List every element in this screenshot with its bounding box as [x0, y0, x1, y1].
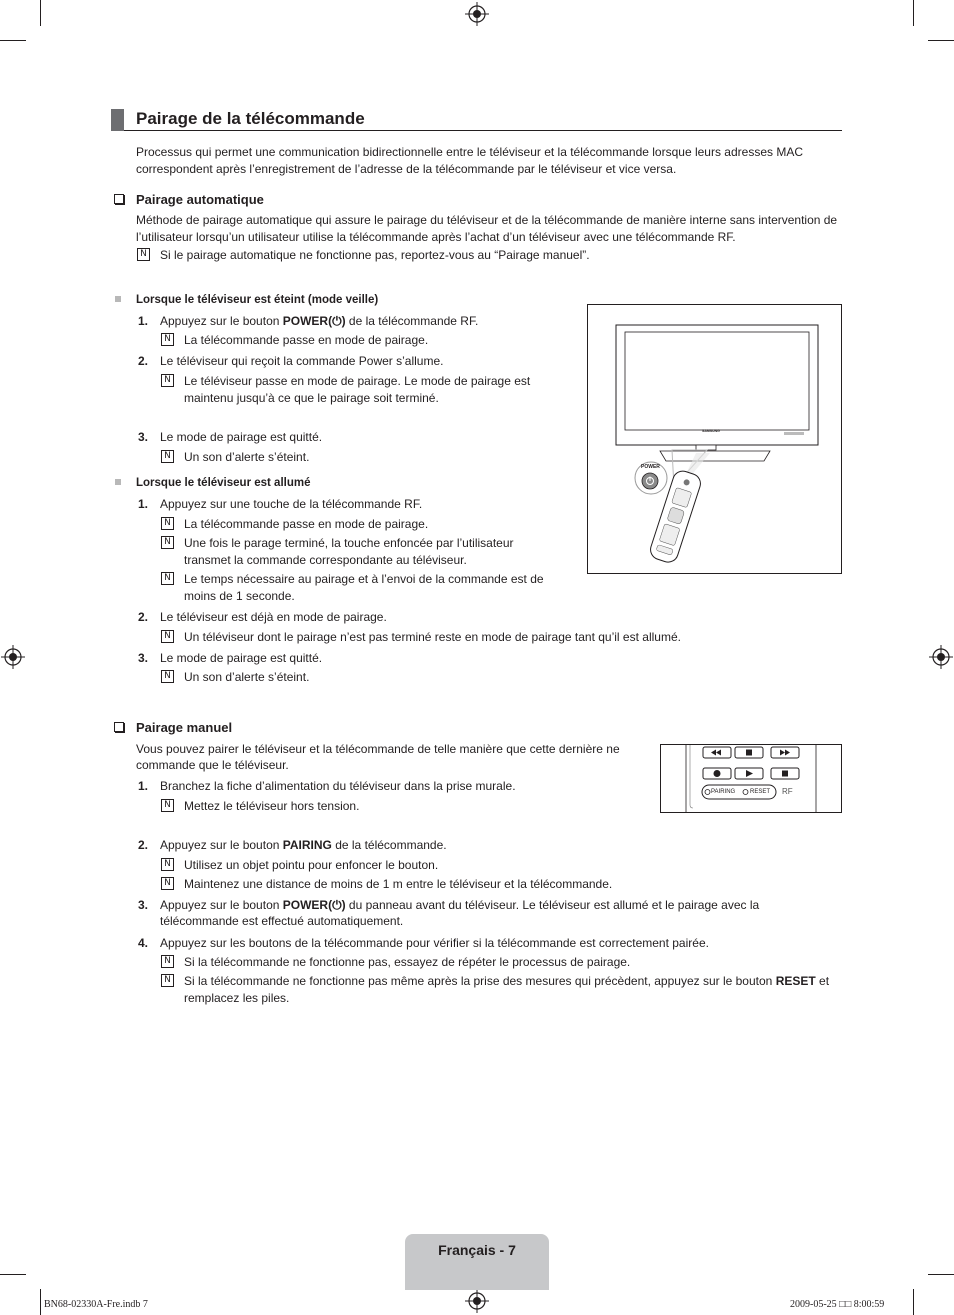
off-step-2: Le téléviseur qui reçoit la commande Power s’allume.	[160, 354, 444, 368]
off-step-2-note-line1: Le téléviseur passe en mode de pairage. Le mode de pairage est	[184, 374, 531, 388]
registration-mark-icon	[929, 645, 953, 669]
step-number: 1.	[138, 497, 149, 511]
subheading-off: Lorsque le téléviseur est éteint (mode veille)	[136, 294, 379, 306]
note-icon: N	[161, 858, 174, 871]
manual-desc-line2: commande que le téléviseur.	[136, 758, 289, 772]
note-icon: N	[161, 799, 174, 812]
crop-mark	[928, 40, 954, 41]
square-bullet-icon	[115, 296, 121, 302]
auto-description: Méthode de pairage automatique qui assure le pairage du téléviseur et de la télécommande de manière interne sans intervention de l’utilisateur lorsqu’un utilisateur utilise la télécommande après l’achat d’un téléviseur avec une télécommande RF.	[136, 213, 838, 244]
step-number: 1.	[138, 779, 149, 793]
page-number-label: Français - 7	[438, 1242, 516, 1258]
off-step-2-note-line2: maintenu jusqu’à ce que le pairage soit terminé.	[184, 391, 439, 405]
step-number: 2.	[138, 354, 149, 368]
rf-label: RF	[782, 787, 793, 796]
section-heading-manual: Pairage manuel	[136, 720, 233, 735]
imprint-file: BN68-02330A-Fre.indb 7	[44, 1299, 148, 1310]
manual-desc-line1: Vous pouvez pairer le téléviseur et la télécommande de telle manière que cette dernière ne	[136, 742, 620, 756]
manual-step-1-note: Mettez le téléviseur hors tension.	[184, 799, 360, 813]
crop-mark	[40, 1289, 41, 1315]
note-icon: N	[161, 974, 174, 987]
manual-step-4: Appuyez sur les boutons de la télécommande pour vérifier si la télécommande est correctement pairée.	[160, 936, 709, 950]
off-step-1-note: La télécommande passe en mode de pairage.	[184, 333, 429, 347]
note-icon: N	[161, 572, 174, 585]
manual-step-2: Appuyez sur le bouton PAIRING de la télécommande.	[160, 838, 447, 852]
tv-brand-label: SAMSUNG	[702, 429, 720, 433]
power-label: POWER	[641, 464, 660, 470]
note-icon: N	[161, 333, 174, 346]
on-step-1-note-3-line2: moins de 1 seconde.	[184, 589, 295, 603]
on-step-3-note: Un son d’alerte s’éteint.	[184, 670, 310, 684]
subheading-on: Lorsque le téléviseur est allumé	[136, 477, 311, 489]
checkbox-bullet-icon	[114, 194, 124, 204]
registration-mark-icon	[465, 1289, 489, 1313]
step-number: 2.	[138, 610, 149, 624]
registration-mark-icon	[1, 645, 25, 669]
manual-step-4-note-2-line2: remplacez les piles.	[184, 991, 290, 1005]
crop-mark	[0, 40, 26, 41]
step-number: 3.	[138, 430, 149, 444]
note-icon: N	[161, 955, 174, 968]
crop-mark	[928, 1274, 954, 1275]
section-heading-auto: Pairage automatique	[136, 192, 264, 207]
page-title: Pairage de la télécommande	[136, 109, 365, 128]
note-icon: N	[161, 670, 174, 683]
crop-mark	[0, 1274, 26, 1275]
manual-step-3-line2: télécommande est effectué automatiquement.	[160, 914, 404, 928]
note-icon: N	[161, 877, 174, 890]
crop-mark	[913, 1289, 914, 1315]
title-marker	[111, 109, 124, 131]
checkbox-bullet-icon	[114, 722, 124, 732]
auto-note: Si le pairage automatique ne fonctionne pas, reportez-vous au “Pairage manuel”.	[160, 248, 590, 262]
step-number: 3.	[138, 651, 149, 665]
on-step-1-note-2-line1: Une fois le parage terminé, la touche enfoncée par l’utilisateur	[184, 536, 514, 550]
title-rule	[124, 130, 842, 131]
manual-step-3-line1: Appuyez sur le bouton POWER(⏻) du panneau avant du téléviseur. Le téléviseur est allumé et le pairage avec la	[160, 898, 760, 912]
imprint-date: 2009-05-25 □□ 8:00:59	[790, 1299, 885, 1310]
step-number: 3.	[138, 898, 149, 912]
reset-button-label: RESET	[750, 789, 771, 795]
registration-mark-icon	[465, 2, 489, 26]
on-step-2-note: Un téléviseur dont le pairage n’est pas terminé reste en mode de pairage tant qu’il est allumé.	[184, 630, 681, 644]
on-step-1-note-2-line2: transmet la commande correspondante au téléviseur.	[184, 553, 467, 567]
manual-step-4-note-2-line1: Si la télécommande ne fonctionne pas même après la prise des mesures qui précèdent, appuyez sur le bouton RESET et	[184, 974, 830, 988]
pairing-button-label: PAIRING	[711, 789, 736, 795]
manual-step-2-note-2: Maintenez une distance de moins de 1 m entre le téléviseur et la télécommande.	[184, 877, 613, 891]
remote-buttons-illustration	[660, 744, 842, 813]
on-step-2: Le téléviseur est déjà en mode de pairage.	[160, 610, 387, 624]
off-step-3: Le mode de pairage est quitté.	[160, 430, 323, 444]
note-icon: N	[161, 536, 174, 549]
crop-mark	[40, 0, 41, 26]
note-icon: N	[161, 630, 174, 643]
on-step-1-note-1: La télécommande passe en mode de pairage.	[184, 517, 429, 531]
manual-step-2-note-1: Utilisez un objet pointu pour enfoncer le bouton.	[184, 858, 439, 872]
manual-step-4-note-1: Si la télécommande ne fonctionne pas, essayez de répéter le processus de pairage.	[184, 955, 631, 969]
note-icon: N	[161, 450, 174, 463]
step-number: 4.	[138, 936, 149, 950]
note-icon: N	[137, 248, 150, 261]
step-number: 1.	[138, 314, 149, 328]
note-icon: N	[161, 517, 174, 530]
intro-paragraph: Processus qui permet une communication bidirectionnelle entre le téléviseur et la télécommande lorsque leurs adresses MAC correspondent après l’enregistrement de l’adresse de la télécommande par le téléviseur et vice versa.	[136, 145, 803, 176]
square-bullet-icon	[115, 479, 121, 485]
on-step-1-note-3-line1: Le temps nécessaire au pairage et à l’envoi de la commande est de	[184, 572, 544, 586]
manual-step-1: Branchez la fiche d’alimentation du téléviseur dans la prise murale.	[160, 779, 516, 793]
crop-mark	[913, 0, 914, 26]
on-step-3: Le mode de pairage est quitté.	[160, 651, 323, 665]
tv-remote-drawing	[588, 305, 841, 573]
off-step-3-note: Un son d’alerte s’éteint.	[184, 450, 310, 464]
off-step-1: Appuyez sur le bouton POWER(⏻) de la télécommande RF.	[160, 314, 479, 328]
step-number: 2.	[138, 838, 149, 852]
on-step-1: Appuyez sur une touche de la télécommande RF.	[160, 497, 423, 511]
tv-remote-illustration	[587, 304, 842, 574]
note-icon: N	[161, 374, 174, 387]
remote-buttons-drawing	[661, 745, 841, 812]
